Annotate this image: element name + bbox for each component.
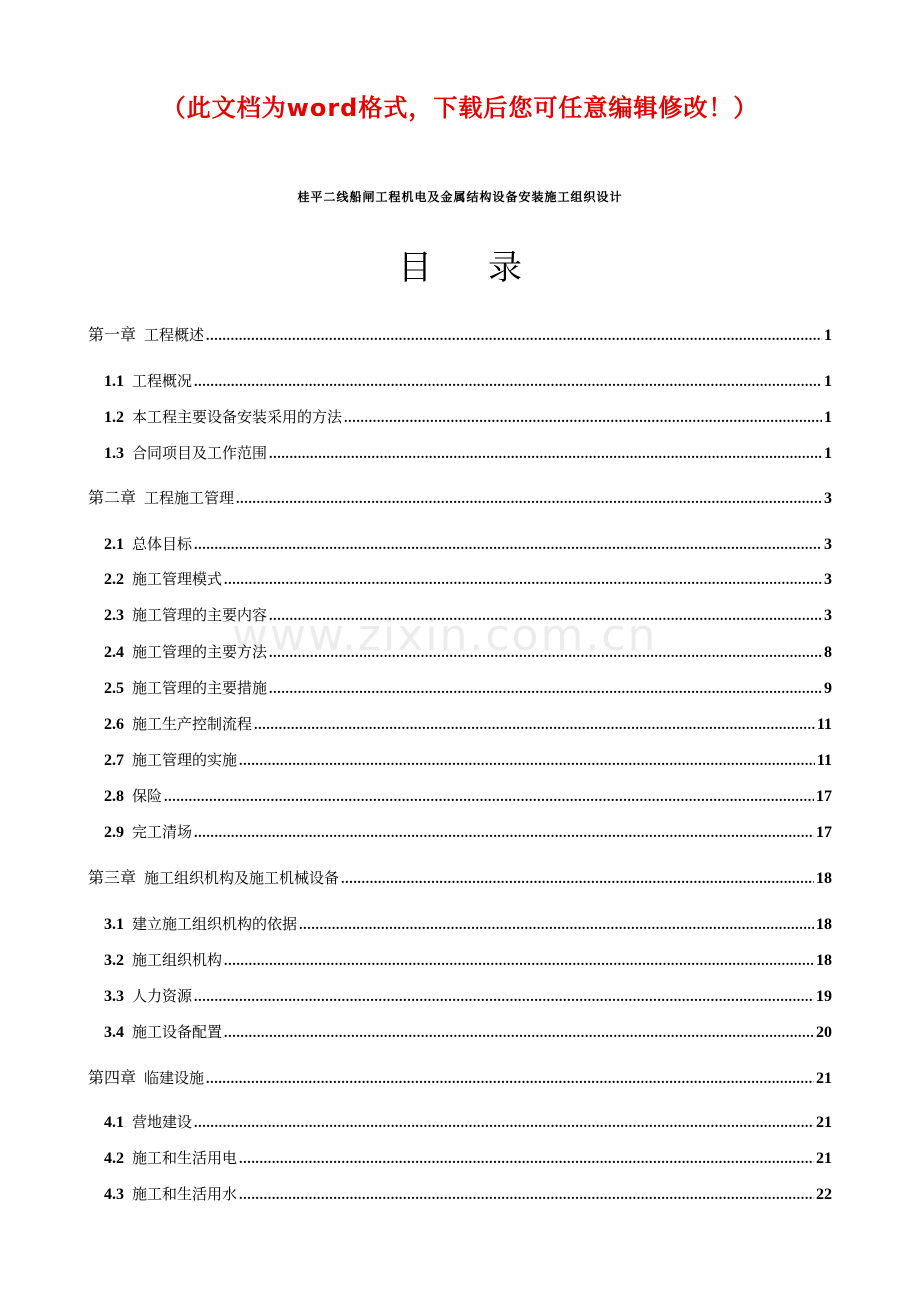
toc-entry-title: 施工管理的实施 (132, 751, 238, 769)
toc-entry-number: 1.3 (104, 445, 124, 462)
toc-entry-number: 4.3 (104, 1186, 124, 1203)
toc-entry-title: 施工管理的主要方法 (132, 643, 268, 661)
toc-section-row[interactable] (104, 1020, 832, 1044)
toc-entry-number: 第一章 (88, 327, 137, 344)
toc-page-number: 18 (816, 952, 832, 969)
toc-entry-title: 施工和生活用电 (132, 1149, 238, 1167)
toc-page-number: 17 (816, 824, 832, 841)
toc-page-number: 21 (816, 1070, 832, 1087)
toc-entry-number: 2.9 (104, 824, 124, 841)
toc-page-number: 21 (816, 1114, 832, 1131)
toc-dot-leader (341, 868, 814, 892)
toc-dot-leader (194, 534, 822, 558)
toc-dot-leader (236, 488, 822, 512)
toc-page-number: 9 (824, 680, 832, 697)
toc-page-number: 18 (816, 870, 832, 887)
toc-chapter-row[interactable] (88, 486, 832, 510)
watermark: www.zixin.com.cn (232, 610, 658, 661)
document-title: 桂平二线船闸工程机电及金属结构设备安装施工组织设计 (297, 190, 623, 204)
toc-entry-number: 3.2 (104, 952, 124, 969)
toc-entry-number: 2.3 (104, 607, 124, 624)
toc-section-row[interactable] (104, 784, 832, 808)
toc-page-number: 3 (824, 490, 832, 507)
toc-page-number: 3 (824, 607, 832, 624)
toc-entry-number: 2.4 (104, 644, 124, 661)
toc-dot-leader (239, 750, 815, 774)
toc-entry-title: 合同项目及工作范围 (132, 444, 268, 462)
toc-dot-leader (164, 786, 814, 810)
toc-section-row[interactable] (104, 441, 832, 465)
toc-entry-title: 总体目标 (132, 535, 193, 553)
toc-entry-number: 2.7 (104, 752, 124, 769)
toc-section-row[interactable] (104, 640, 832, 664)
toc-entry-title: 施工组织机构 (132, 951, 223, 969)
toc-dot-leader (269, 642, 822, 666)
toc-section-row[interactable] (104, 1110, 832, 1134)
edit-notice: （此文档为word格式，下载后您可任意编辑修改！） (161, 94, 759, 122)
toc-dot-leader (194, 986, 814, 1010)
toc-entry-number: 2.5 (104, 680, 124, 697)
toc-entry-title: 建立施工组织机构的依据 (132, 915, 298, 933)
toc-entry-title: 工程施工管理 (144, 489, 235, 507)
toc-section-row[interactable] (104, 912, 832, 936)
toc-dot-leader (239, 1184, 814, 1208)
toc-page-number: 19 (816, 988, 832, 1005)
toc-dot-leader (254, 714, 815, 738)
toc-page-number: 8 (824, 644, 832, 661)
toc-page-number: 11 (816, 716, 832, 733)
toc-entry-title: 本工程主要设备安装采用的方法 (132, 408, 343, 426)
toc-entry-number: 1.2 (104, 409, 124, 426)
toc-section-row[interactable] (104, 712, 832, 736)
toc-entry-title: 工程概述 (144, 326, 205, 344)
toc-dot-leader (299, 914, 814, 938)
toc-dot-leader (239, 1148, 814, 1172)
toc-page-number: 3 (824, 571, 832, 588)
toc-dot-leader (206, 325, 822, 349)
toc-entry-number: 4.2 (104, 1150, 124, 1167)
toc-entry-title: 施工设备配置 (132, 1023, 223, 1041)
toc-entry-number: 2.2 (104, 571, 124, 588)
toc-section-row[interactable] (104, 948, 832, 972)
toc-page-number: 1 (824, 445, 832, 462)
toc-entry-number: 3.3 (104, 988, 124, 1005)
toc-entry-title: 施工管理的主要措施 (132, 679, 268, 697)
toc-section-row[interactable] (104, 820, 832, 844)
toc-entry-title: 保险 (132, 787, 163, 805)
toc-dot-leader (194, 822, 814, 846)
toc-entry-number: 3.1 (104, 916, 124, 933)
toc-page-number: 1 (824, 373, 832, 390)
toc-dot-leader (269, 678, 822, 702)
toc-dot-leader (224, 950, 814, 974)
toc-section-row[interactable] (104, 1182, 832, 1206)
toc-entry-title: 施工组织机构及施工机械设备 (144, 869, 340, 887)
toc-entry-title: 完工清场 (132, 823, 193, 841)
toc-section-row[interactable] (104, 748, 832, 772)
toc-page-number: 17 (816, 788, 832, 805)
toc-entry-title: 人力资源 (132, 987, 193, 1005)
toc-dot-leader (224, 1022, 814, 1046)
toc-entry-title: 工程概况 (132, 372, 193, 390)
toc-section-row[interactable] (104, 567, 832, 591)
toc-entry-number: 2.1 (104, 536, 124, 553)
toc-page-number: 18 (816, 916, 832, 933)
toc-dot-leader (194, 371, 822, 395)
toc-entry-number: 2.6 (104, 716, 124, 733)
toc-page-number: 3 (824, 536, 832, 553)
toc-section-row[interactable] (104, 1146, 832, 1170)
toc-chapter-row[interactable] (88, 1066, 832, 1090)
toc-section-row[interactable] (104, 676, 832, 700)
toc-entry-number: 3.4 (104, 1024, 124, 1041)
toc-entry-title: 临建设施 (144, 1069, 205, 1087)
toc-entry-title: 施工生产控制流程 (132, 715, 253, 733)
toc-dot-leader (269, 443, 822, 467)
toc-dot-leader (269, 605, 822, 629)
toc-page-number: 21 (816, 1150, 832, 1167)
toc-entry-number: 4.1 (104, 1114, 124, 1131)
toc-entry-number: 第三章 (88, 870, 137, 887)
toc-page-number: 11 (816, 752, 832, 769)
toc-page-number: 1 (824, 327, 832, 344)
toc-section-row[interactable] (104, 369, 832, 393)
toc-entry-title: 施工和生活用水 (132, 1185, 238, 1203)
toc-entry-title: 施工管理模式 (132, 570, 223, 588)
toc-entry-number: 第二章 (88, 490, 137, 507)
toc-dot-leader (344, 407, 822, 431)
toc-section-row[interactable] (104, 984, 832, 1008)
toc-entry-number: 2.8 (104, 788, 124, 805)
toc-page-number: 1 (824, 409, 832, 426)
toc-entry-number: 1.1 (104, 373, 124, 390)
toc-entry-number: 第四章 (88, 1070, 137, 1087)
toc-entry-title: 施工管理的主要内容 (132, 606, 268, 624)
toc-page-number: 22 (816, 1186, 832, 1203)
toc-section-row[interactable] (104, 532, 832, 556)
toc-heading: 目录 (398, 248, 578, 288)
toc-dot-leader (194, 1112, 814, 1136)
toc-page-number: 20 (816, 1024, 832, 1041)
toc-dot-leader (224, 569, 822, 593)
toc-chapter-row[interactable] (88, 866, 832, 890)
toc-chapter-row[interactable] (88, 323, 832, 347)
toc-section-row[interactable] (104, 405, 832, 429)
toc-section-row[interactable] (104, 603, 832, 627)
toc-dot-leader (206, 1068, 814, 1092)
toc-entry-title: 营地建设 (132, 1113, 193, 1131)
